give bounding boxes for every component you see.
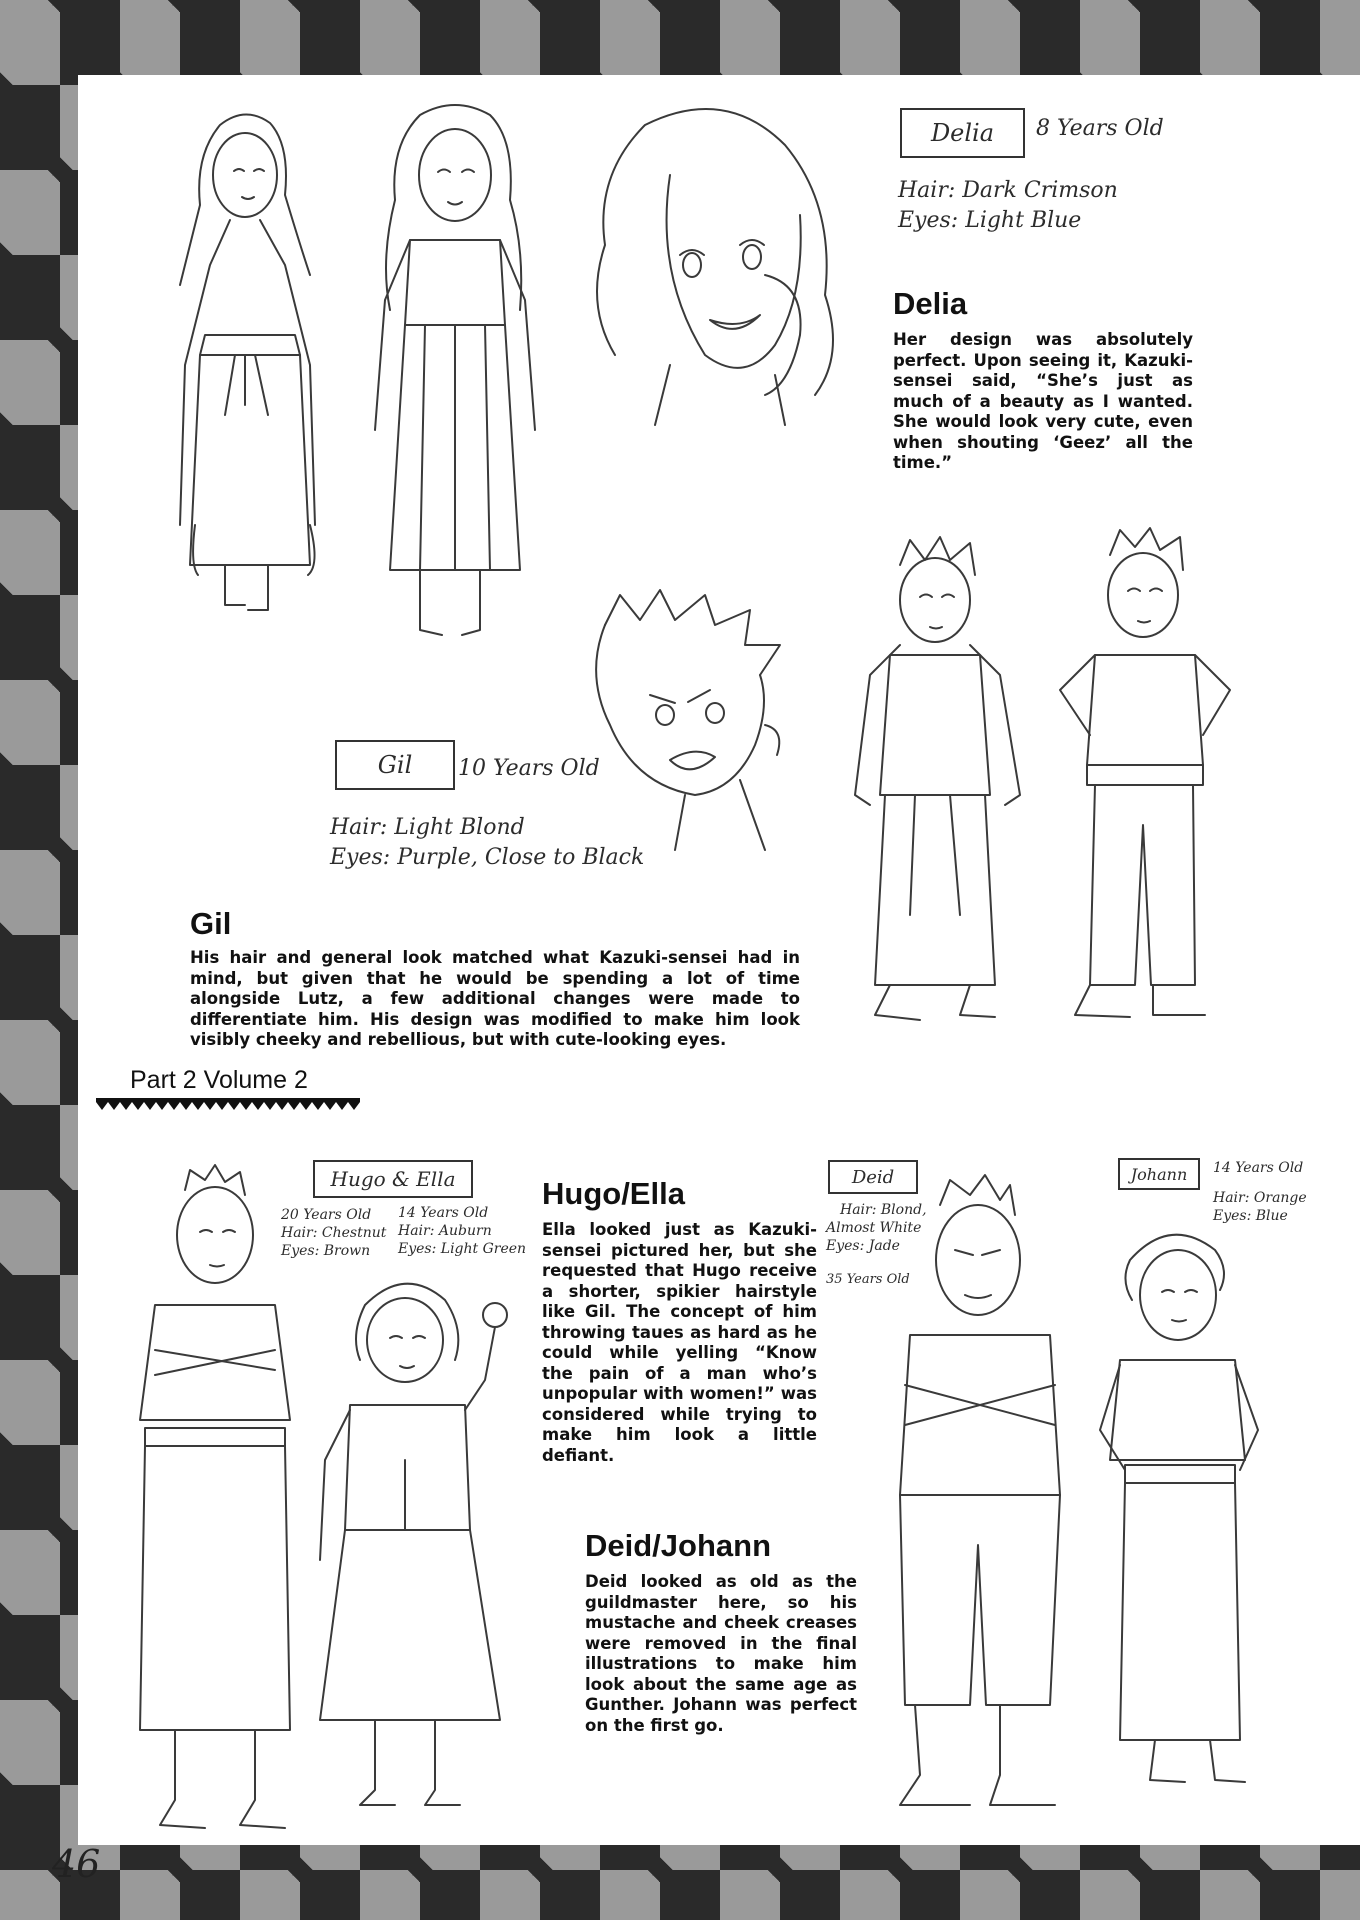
hugo-full-body-sketch (115, 1160, 315, 1840)
gil-name-tag-text: Gil (377, 751, 413, 779)
delia-hair-note: Hair: Dark Crimson (898, 178, 1118, 203)
deid-hair-note-2: Almost White (826, 1220, 922, 1236)
deid-hair-note-1: Hair: Blond, (840, 1202, 927, 1218)
delia-name-tag-text: Delia (930, 119, 995, 147)
gil-face-closeup-sketch (565, 585, 810, 855)
ella-eyes-note: Eyes: Light Green (398, 1241, 527, 1257)
delia-eyes-note: Eyes: Light Blue (898, 208, 1082, 233)
gil-age-note: 10 Years Old (458, 756, 600, 781)
page-number: 46 (52, 1842, 101, 1886)
johann-full-body-sketch (1090, 1200, 1265, 1800)
hugo-ella-name-tag-text: Hugo & Ella (330, 1167, 456, 1191)
delia-age-note: 8 Years Old (1036, 116, 1164, 141)
delia-full-body-sketch-1 (150, 105, 340, 645)
hugo-hair-note: Hair: Chestnut (281, 1225, 387, 1241)
deid-name-tag-text: Deid (851, 1166, 895, 1188)
gil-description: His hair and general look matched what Kazuki-sensei had in mind, but given that he would be spending a lot of time alongside Lutz, a few additional changes were made to differentiate him. His design was modified to make him look visibly cheeky and rebellious, but with cute-looking eyes. (190, 948, 800, 1049)
johann-age-note: 14 Years Old (1213, 1160, 1304, 1176)
deid-age-note: 35 Years Old (826, 1272, 910, 1287)
johann-hair-note: Hair: Orange (1213, 1190, 1307, 1206)
hugo-age-note: 20 Years Old (281, 1207, 372, 1223)
deid-eyes-note: Eyes: Jade (826, 1238, 900, 1254)
johann-eyes-note: Eyes: Blue (1213, 1208, 1288, 1224)
ella-hair-note: Hair: Auburn (398, 1223, 492, 1239)
johann-name-tag-text: Johann (1130, 1164, 1188, 1184)
hugo-ella-name-tag (313, 1160, 473, 1198)
gil-eyes-note: Eyes: Purple, Close to Black (330, 845, 645, 870)
zigzag-divider (96, 1098, 360, 1112)
gil-full-body-sketch-1 (830, 535, 1040, 1035)
ella-age-note: 14 Years Old (398, 1205, 489, 1221)
johann-name-tag (1118, 1158, 1200, 1190)
gil-name-tag (335, 740, 455, 790)
delia-name-tag (900, 108, 1025, 158)
gil-hair-note: Hair: Light Blond (330, 815, 525, 840)
hugo-ella-heading: Hugo/Ella (542, 1176, 685, 1211)
gil-full-body-sketch-2 (1035, 525, 1245, 1030)
section-label: Part 2 Volume 2 (130, 1066, 308, 1094)
deid-full-body-sketch (860, 1165, 1090, 1845)
hugo-eyes-note: Eyes: Brown (281, 1243, 371, 1259)
deid-johann-heading: Deid/Johann (585, 1528, 772, 1563)
gil-heading: Gil (190, 906, 232, 941)
ella-full-body-sketch (305, 1260, 515, 1820)
delia-heading: Delia (893, 286, 968, 321)
delia-face-closeup-sketch (575, 95, 850, 435)
hugo-ella-description: Ella looked just as Kazuki-sensei pictured her, but she requested that Hugo receive a shorter, spikier hairstyle like Gil. The concept of him throwing taues as hard as he could while yelling “Know the pain of a man who’s unpopular with women!” was considered while trying to make him look a little defiant. (542, 1220, 817, 1465)
delia-description: Her design was absolutely perfect. Upon seeing it, Kazuki-sensei said, “She’s just as much of a beauty as I wanted. She would look very cute, even when shouting ‘Geez’ all the time.” (893, 330, 1193, 472)
delia-full-body-sketch-2 (350, 100, 560, 660)
deid-johann-description: Deid looked as old as the guildmaster here, so his mustache and cheek creases were removed in the final illustrations to make him look about the same age as Gunther. Johann was perfect on the first go. (585, 1572, 857, 1735)
